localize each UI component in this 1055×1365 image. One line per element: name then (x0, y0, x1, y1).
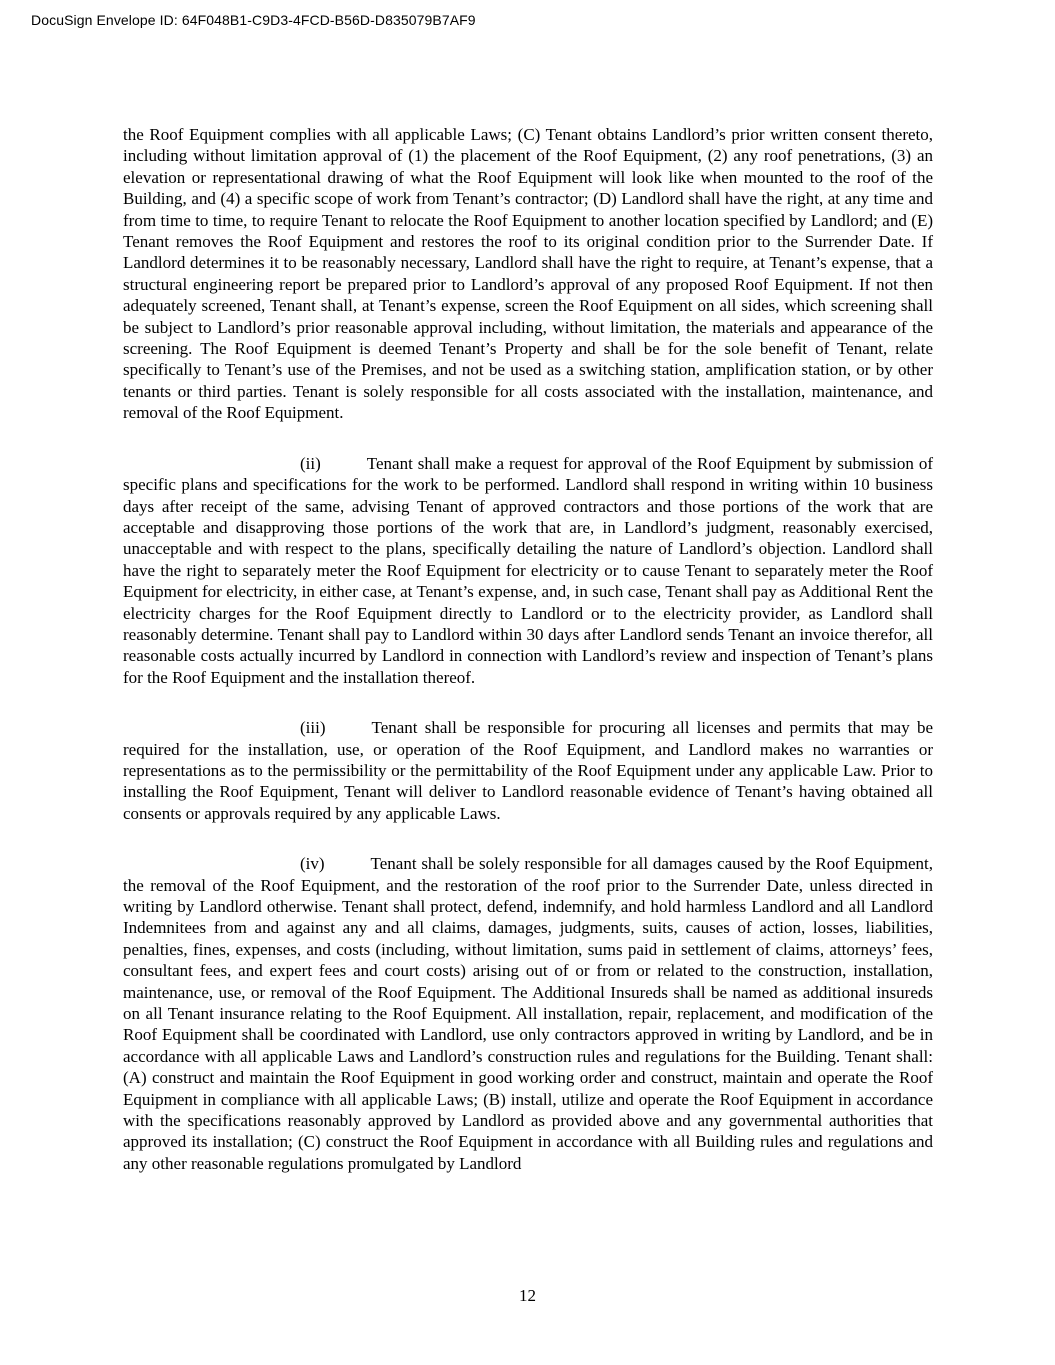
paragraph (123, 853, 933, 1174)
docusign-envelope-id: DocuSign Envelope ID: 64F048B1-C9D3-4FCD-B56D-D835079B7AF9 (31, 12, 476, 28)
paragraph-text: the Roof Equipment complies with all applicable Laws; (C) Tenant obtains Landlord’s prior written consent thereto, including without limitation approval of (1) the placement of the Roof Equipment, (2) any roof penetrations, (3) an elevation or representational drawing of what the Roof Equipment will look like when mounted to the roof of the Building, and (4) a specific scope of work from Tenant’s contractor; (D) Landlord shall have the right, at any time and from time to time, to require Tenant to relocate the Roof Equipment to another location specified by Landlord; and (E) Tenant removes the Roof Equipment and restores the roof to its original condition prior to the Surrender Date. If Landlord determines it to be reasonably necessary, Landlord shall have the right to require, at Tenant’s expense, that a structural engineering report be prepared prior to Landlord’s approval of any proposed Roof Equipment. If not then adequately screened, Tenant shall, at Tenant’s expense, screen the Roof Equipment on all sides, which screening shall be subject to Landlord’s prior reasonable approval including, without limitation, the materials and appearance of the screening. The Roof Equipment is deemed Tenant’s Property and shall be for the sole benefit of Tenant, relate specifically to Tenant’s use of the Premises, and not be used as a switching station, amplification station, or by other tenants or third parties. Tenant is solely responsible for all costs associated with the installation, maintenance, and removal of the Roof Equipment. (123, 125, 933, 423)
page-number: 12 (519, 1286, 536, 1305)
paragraph (123, 453, 933, 688)
document-body (123, 124, 933, 1174)
paragraph-number-label: (ii) (300, 453, 321, 473)
paragraph-text: Tenant shall be responsible for procuring all licenses and permits that may be required for the installation, use, or operation of the Roof Equipment, and Landlord makes no warranties or representations as to the permissibility or the permittability of the Roof Equipment under any applicable Law. Prior to installing the Roof Equipment, Tenant will deliver to Landlord reasonable evidence of Tenant’s having obtained all consents or approvals required by any applicable Laws. (123, 718, 933, 823)
paragraph-text: Tenant shall be solely responsible for all damages caused by the Roof Equipment, the removal of the Roof Equipment, and the restoration of the roof prior to the Surrender Date, unless directed in writing by Landlord otherwise. Tenant shall protect, defend, indemnify, and hold harmless Landlord and all Landlord Indemnitees from and against any and all claims, damages, judgments, suits, causes of action, losses, liabilities, penalties, fines, expenses, and costs (including, without limitation, sums paid in settlement of claims, attorneys’ fees, consultant fees, and expert fees and court costs) arising out of or from or related to the construction, installation, maintenance, use, or removal of the Roof Equipment. The Additional Insureds shall be named as additional insureds on all Tenant insurance relating to the Roof Equipment. All installation, repair, replacement, and modification of the Roof Equipment shall be coordinated with Landlord, use only contractors approved in writing by Landlord, and be in accordance with all applicable Laws and Landlord’s construction rules and regulations for the Building. Tenant shall: (A) construct and maintain the Roof Equipment in good working order and construct, maintain and operate the Roof Equipment in compliance with all applicable Laws; (B) install, utilize and operate the Roof Equipment in accordance with the specifications reasonably approved by Landlord as provided above and any governmental authorities that approved its installation; (C) construct the Roof Equipment in accordance with all Building rules and regulations and any other reasonable regulations promulgated by Landlord (123, 854, 933, 1173)
paragraph-number-label: (iii) (300, 718, 326, 738)
paragraph-text: Tenant shall make a request for approval of the Roof Equipment by submission of specific plans and specifications for the work to be performed. Landlord shall respond in writing within 10 business days after receipt of the same, advising Tenant of approved contractors and those portions of the work that are acceptable and disapproving those portions of the work that are, in Landlord’s judgment, reasonably exercised, unacceptable and with respect to the plans, specifically detailing the nature of Landlord’s objection. Landlord shall have the right to separately meter the Roof Equipment for electricity or to cause Tenant to separately meter the Roof Equipment for electricity, in either case, at Tenant’s expense, and, in such case, Tenant shall pay as Additional Rent the electricity charges for the Roof Equipment directly to Landlord or to the electricity provider, as Landlord shall reasonably determine. Tenant shall pay to Landlord within 30 days after Landlord sends Tenant an invoice therefor, all reasonable costs actually incurred by Landlord in connection with Landlord’s review and inspection of Tenant’s plans for the Roof Equipment and the installation thereof. (123, 453, 933, 687)
paragraph (123, 124, 933, 424)
paragraph-number-label: (iv) (300, 854, 325, 874)
paragraph (123, 717, 933, 824)
